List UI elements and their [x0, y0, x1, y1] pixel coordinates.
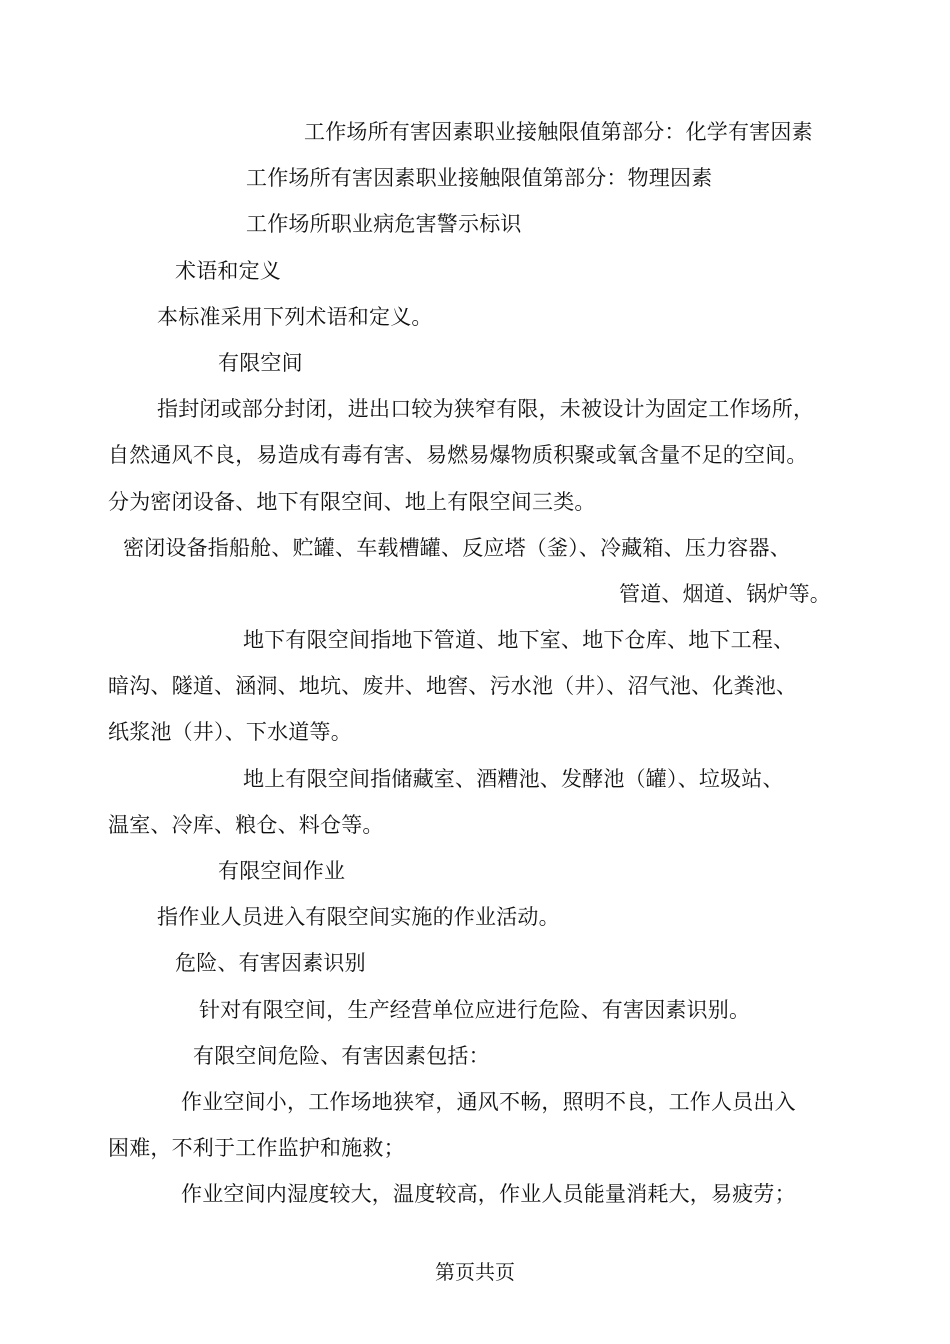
page-footer: 第页共页: [435, 1260, 515, 1284]
reference-line-warning-signs: 工作场所职业病危害警示标识: [246, 212, 522, 236]
paragraph-line: 地下有限空间指地下管道、地下室、地下仓库、地下工程、: [243, 628, 795, 652]
paragraph-line: 分为密闭设备、地下有限空间、地上有限空间三类。: [108, 490, 596, 514]
paragraph-line: 密闭设备指船舱、贮罐、车载槽罐、反应塔（釜）、冷藏箱、压力容器、: [123, 536, 791, 560]
reference-line-physical: 工作场所有害因素职业接触限值第部分：物理因素: [246, 166, 713, 190]
paragraph-line: 暗沟、隧道、涵洞、地坑、废井、地窖、污水池（井）、沼气池、化粪池、: [108, 674, 798, 698]
paragraph-line: 指作业人员进入有限空间实施的作业活动。: [157, 905, 560, 929]
paragraph-line: 温室、冷库、粮仓、料仓等。: [108, 813, 384, 837]
paragraph-line: 本标准采用下列术语和定义。: [157, 305, 433, 329]
paragraph-line: 有限空间危险、有害因素包括：: [193, 1044, 490, 1068]
section-heading-terms: 术语和定义: [175, 259, 281, 283]
paragraph-line: 地上有限空间指储藏室、酒糟池、发酵池（罐）、垃圾站、: [243, 767, 784, 791]
term-heading-confined-space-work: 有限空间作业: [218, 859, 346, 883]
section-heading-hazard-identification: 危险、有害因素识别: [175, 951, 366, 975]
paragraph-line: 指封闭或部分封闭，进出口较为狭窄有限，未被设计为固定工作场所，: [157, 397, 815, 421]
paragraph-line: 纸浆池（井）、下水道等。: [108, 720, 352, 744]
paragraph-line: 自然通风不良，易造成有毒有害、易燃易爆物质积聚或氧含量不足的空间。: [108, 443, 808, 467]
paragraph-line: 作业空间小，工作场地狭窄，通风不畅，照明不良，工作人员出入: [181, 1090, 796, 1114]
paragraph-line: 困难，不利于工作监护和施救；: [108, 1136, 405, 1160]
paragraph-line: 针对有限空间，生产经营单位应进行危险、有害因素识别。: [199, 998, 751, 1022]
reference-line-chemical: 工作场所有害因素职业接触限值第部分：化学有害因素: [304, 120, 813, 144]
paragraph-line: 作业空间内湿度较大，温度较高，作业人员能量消耗大，易疲劳；: [181, 1182, 796, 1206]
term-heading-confined-space: 有限空间: [218, 351, 303, 375]
paragraph-line: 管道、烟道、锅炉等。: [619, 582, 831, 606]
